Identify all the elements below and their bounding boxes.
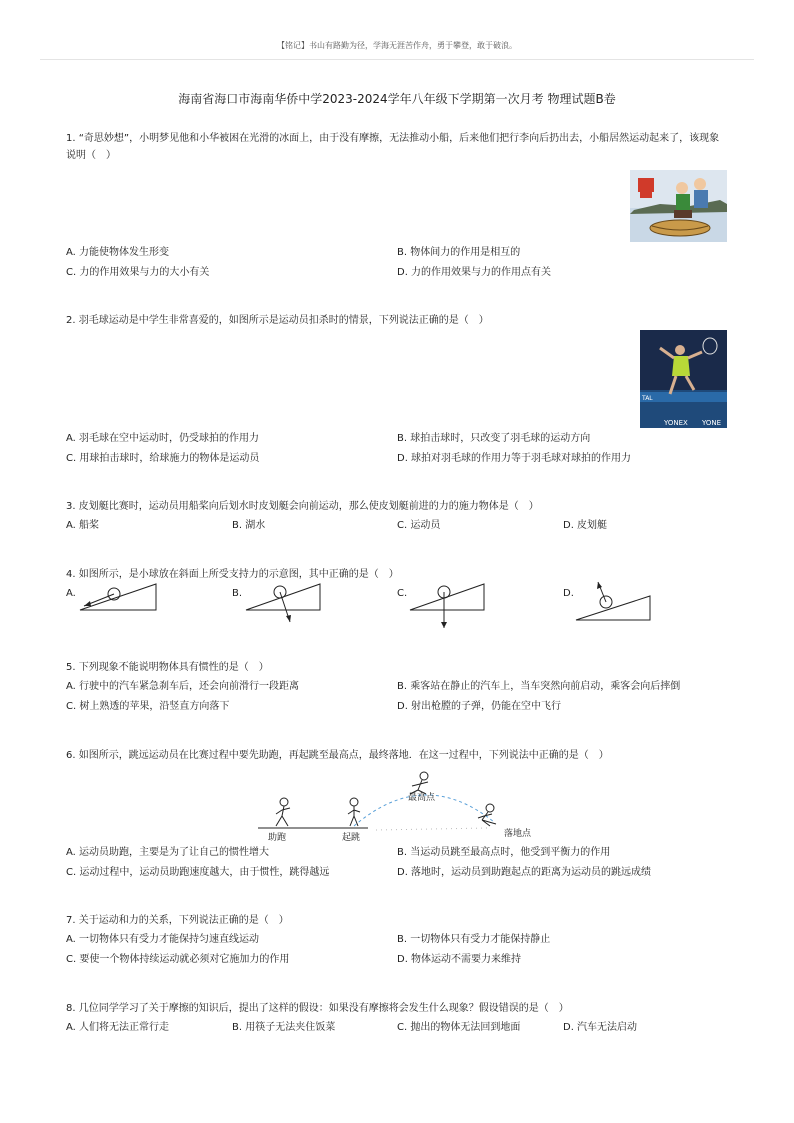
question-1-option-c: C. 力的作用效果与力的大小有关 bbox=[66, 267, 210, 278]
question-3-option-d: D. 皮划艇 bbox=[563, 520, 608, 531]
question-4-option-b: B. bbox=[232, 588, 243, 599]
question-4-option-d: D. bbox=[563, 588, 574, 599]
question-7-option-c: C. 要使一个物体持续运动就必须对它施加力的作用 bbox=[66, 954, 290, 965]
question-4-option-c: C. bbox=[397, 588, 408, 599]
question-7-option-a: A. 一切物体只有受力才能保持匀速直线运动 bbox=[66, 934, 260, 945]
question-7-stem: 7. 关于运动和力的关系，下列说法正确的是（ ） bbox=[66, 915, 289, 926]
question-3-stem: 3. 皮划艇比赛时，运动员用船桨向后划水时皮划艇会向前运动，那么使皮划艇前进的力的施力物体是（ ） bbox=[66, 501, 539, 512]
figure-label-peak: 最高点 bbox=[408, 793, 436, 803]
question-4-figure-d bbox=[574, 578, 656, 624]
question-8-option-a: A. 人们将无法正常行走 bbox=[66, 1022, 170, 1033]
question-7-option-b: B. 一切物体只有受力才能保持静止 bbox=[397, 934, 551, 945]
question-2-stem: 2. 羽毛球运动是中学生非常喜爱的，如图所示是运动员扣杀时的情景，下列说法正确的是（ ） bbox=[66, 315, 489, 326]
question-3-option-a: A. 船桨 bbox=[66, 520, 100, 531]
question-5-option-a: A. 行驶中的汽车紧急刹车后，还会向前滑行一段距离 bbox=[66, 681, 300, 692]
figure-label-land: 落地点 bbox=[504, 829, 532, 839]
banner-text-1: TAL bbox=[642, 395, 653, 402]
question-6-option-c: C. 运动过程中，运动员助跑速度越大，由于惯性，跳得越远 bbox=[66, 867, 330, 878]
question-5-stem: 5. 下列现象不能说明物体具有惯性的是（ ） bbox=[66, 662, 269, 673]
question-6-option-a: A. 运动员助跑，主要是为了让自己的惯性增大 bbox=[66, 847, 270, 858]
question-1-option-a: A. 力能使物体发生形变 bbox=[66, 247, 170, 258]
header-motto: 【铭记】书山有路勤为径，学海无涯苦作舟，勇于攀登，敢于破浪。 bbox=[277, 41, 517, 50]
question-4-figure-c bbox=[408, 580, 490, 632]
question-6-stem: 6. 如图所示，跳远运动员在比赛过程中要先助跑，再起跳至最高点，最终落地．在这一过程中，下列说法中正确的是（ ） bbox=[66, 750, 609, 761]
question-1-boat-illustration bbox=[630, 170, 727, 242]
question-8-option-b: B. 用筷子无法夹住饭菜 bbox=[232, 1022, 336, 1033]
question-5-option-d: D. 射出枪膛的子弹，仍能在空中飞行 bbox=[397, 701, 562, 712]
question-5-option-c: C. 树上熟透的苹果，沿竖直方向落下 bbox=[66, 701, 230, 712]
question-6-option-d: D. 落地时，运动员到助跑起点的距离为运动员的跳远成绩 bbox=[397, 867, 652, 878]
question-4-figure-a bbox=[78, 580, 160, 614]
question-2-option-b: B. 球拍击球时，只改变了羽毛球的运动方向 bbox=[397, 433, 591, 444]
question-3-option-c: C. 运动员 bbox=[397, 520, 441, 531]
page-title: 海南省海口市海南华侨中学2023-2024学年八年级下学期第一次月考 物理试题B卷 bbox=[178, 92, 616, 106]
figure-label-takeoff: 起跳 bbox=[342, 833, 361, 843]
question-3-option-b: B. 湖水 bbox=[232, 520, 266, 531]
question-5-option-b: B. 乘客站在静止的汽车上，当车突然向前启动，乘客会向后摔倒 bbox=[397, 681, 681, 692]
question-4-stem: 4. 如图所示，是小球放在斜面上所受支持力的示意图，其中正确的是（ ） bbox=[66, 569, 399, 580]
question-4-option-a: A. bbox=[66, 588, 76, 599]
question-8-option-d: D. 汽车无法启动 bbox=[563, 1022, 638, 1033]
question-2-badminton-photo bbox=[640, 330, 727, 428]
figure-label-run: 助跑 bbox=[268, 833, 287, 843]
question-7-option-d: D. 物体运动不需要力来维持 bbox=[397, 954, 522, 965]
question-2-option-c: C. 用球拍击球时，给球施力的物体是运动员 bbox=[66, 453, 260, 464]
question-8-stem: 8. 几位同学学习了关于摩擦的知识后，提出了这样的假设：如果没有摩擦将会发生什么现象？假设错误的是（ ） bbox=[66, 1003, 569, 1014]
question-6-long-jump-figure bbox=[258, 770, 548, 846]
question-6-option-b: B. 当运动员跳至最高点时，他受到平衡力的作用 bbox=[397, 847, 611, 858]
question-1-stem: 1. “奇思妙想”，小明梦见他和小华被困在光滑的冰面上，由于没有摩擦，无法推动小船，后来他们把行李向后扔出去，小船居然运动起来了，该现象说明（ ） bbox=[66, 133, 720, 161]
question-2-option-d: D. 球拍对羽毛球的作用力等于羽毛球对球拍的作用力 bbox=[397, 453, 632, 464]
question-8-option-c: C. 抛出的物体无法回到地面 bbox=[397, 1022, 521, 1033]
banner-text-2: YONEX bbox=[664, 419, 688, 427]
question-2-option-a: A. 羽毛球在空中运动时，仍受球拍的作用力 bbox=[66, 433, 260, 444]
question-1-option-b: B. 物体间力的作用是相互的 bbox=[397, 247, 521, 258]
question-4-figure-b bbox=[244, 580, 326, 626]
question-1-option-d: D. 力的作用效果与力的作用点有关 bbox=[397, 267, 552, 278]
banner-text-3: YONE bbox=[702, 419, 722, 427]
header-divider bbox=[40, 59, 754, 60]
